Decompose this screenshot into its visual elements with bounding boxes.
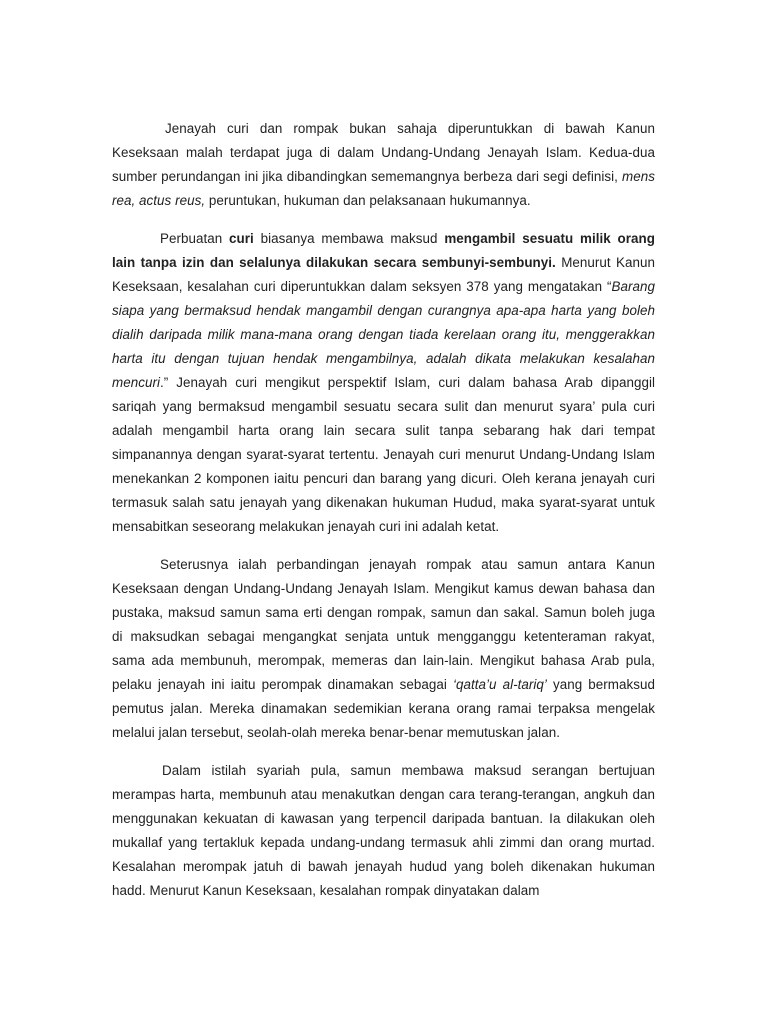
text-run: Perbuatan xyxy=(160,231,230,246)
italic-quote-run: Barang siapa yang bermaksud hendak mangambil dengan curangnya apa-apa harta yang boleh dialih daripada milik mana-mana orang dengan tiada kerelaan orang itu, menggerakkan harta itu dengan tujuan hendak mengambilnya, adalah dikata melakukan kesalahan mencuri xyxy=(112,279,655,390)
paragraph-2 xyxy=(112,227,655,539)
text-run: Dalam istilah syariah pula, samun membawa maksud serangan bertujuan merampas harta, membunuh atau menakutkan dengan cara terang-terangan, angkuh dan menggunakan kekuatan di kawasan yang terpencil daripada bantuan. Ia dilakukan oleh mukallaf yang tertakluk kepada undang-undang termasuk ahli zimmi dan orang murtad. Kesalahan merompak jatuh di bawah jenayah hudud yang boleh dikenakan hukuman hadd. Menurut Kanun Keseksaan, kesalahan rompak dinyatakan dalam xyxy=(112,763,655,898)
italic-text-run: ‘qatta’u al-tariq’ xyxy=(452,677,547,692)
text-run: peruntukan, hukuman dan pelaksanaan hukumannya. xyxy=(205,193,531,208)
text-run: Jenayah curi dan rompak bukan sahaja diperuntukkan di bawah Kanun Keseksaan malah terdapat juga di dalam Undang-Undang Jenayah Islam. Kedua-dua sumber perundangan ini jika dibandingkan sememangnya berbeza dari segi definisi, xyxy=(112,121,655,184)
bold-text-run: mengambil sesuatu milik orang lain tanpa izin dan selalunya dilakukan secara sembunyi-sembunyi. xyxy=(112,231,656,270)
text-run: Menurut Kanun Keseksaan, kesalahan curi diperuntukkan dalam seksyen 378 yang mengatakan “ xyxy=(112,255,656,294)
paragraph-4 xyxy=(112,759,655,903)
text-run: Seterusnya ialah perbandingan jenayah rompak atau samun antara Kanun Keseksaan dengan Undang-Undang Jenayah Islam. Mengikut kamus dewan bahasa dan pustaka, maksud samun sama erti dengan rompak, samun dan sakal. Samun boleh juga di maksudkan sebagai mengangkat senjata untuk mengganggu ketenteraman rakyat, sama ada membunuh, merompak, memeras dan lain-lain. Mengikut bahasa Arab pula, pelaku jenayah ini iaitu perompak dinamakan sebagai xyxy=(112,557,655,692)
text-run: .” Jenayah curi mengikut perspektif Islam, curi dalam bahasa Arab dipanggil sariqah yang bermaksud mengambil sesuatu secara sulit dan menurut syara’ pula curi adalah mengambil harta orang lain secara sulit tanpa sebarang hak dari tempat simpanannya dengan syarat-syarat tertentu. Jenayah curi menurut Undang-Undang Islam menekankan 2 komponen iaitu pencuri dan barang yang dicuri. Oleh kerana jenayah curi termasuk salah satu jenayah yang dikenakan hukuman Hudud, maka syarat-syarat untuk mensabitkan seseorang melakukan jenayah curi ini adalah ketat. xyxy=(112,375,655,534)
paragraph-3 xyxy=(112,553,655,745)
document-page xyxy=(112,117,655,917)
paragraph-1 xyxy=(112,117,655,213)
bold-text-run: curi xyxy=(229,231,254,246)
italic-text-run: mens rea, actus reus, xyxy=(112,169,655,208)
text-run: yang bermaksud pemutus jalan. Mereka dinamakan sedemikian kerana orang ramai terpaksa mengelak melalui jalan tersebut, seolah-olah mereka benar-benar memutuskan jalan. xyxy=(112,677,655,740)
text-run: biasanya membawa maksud xyxy=(253,231,445,246)
